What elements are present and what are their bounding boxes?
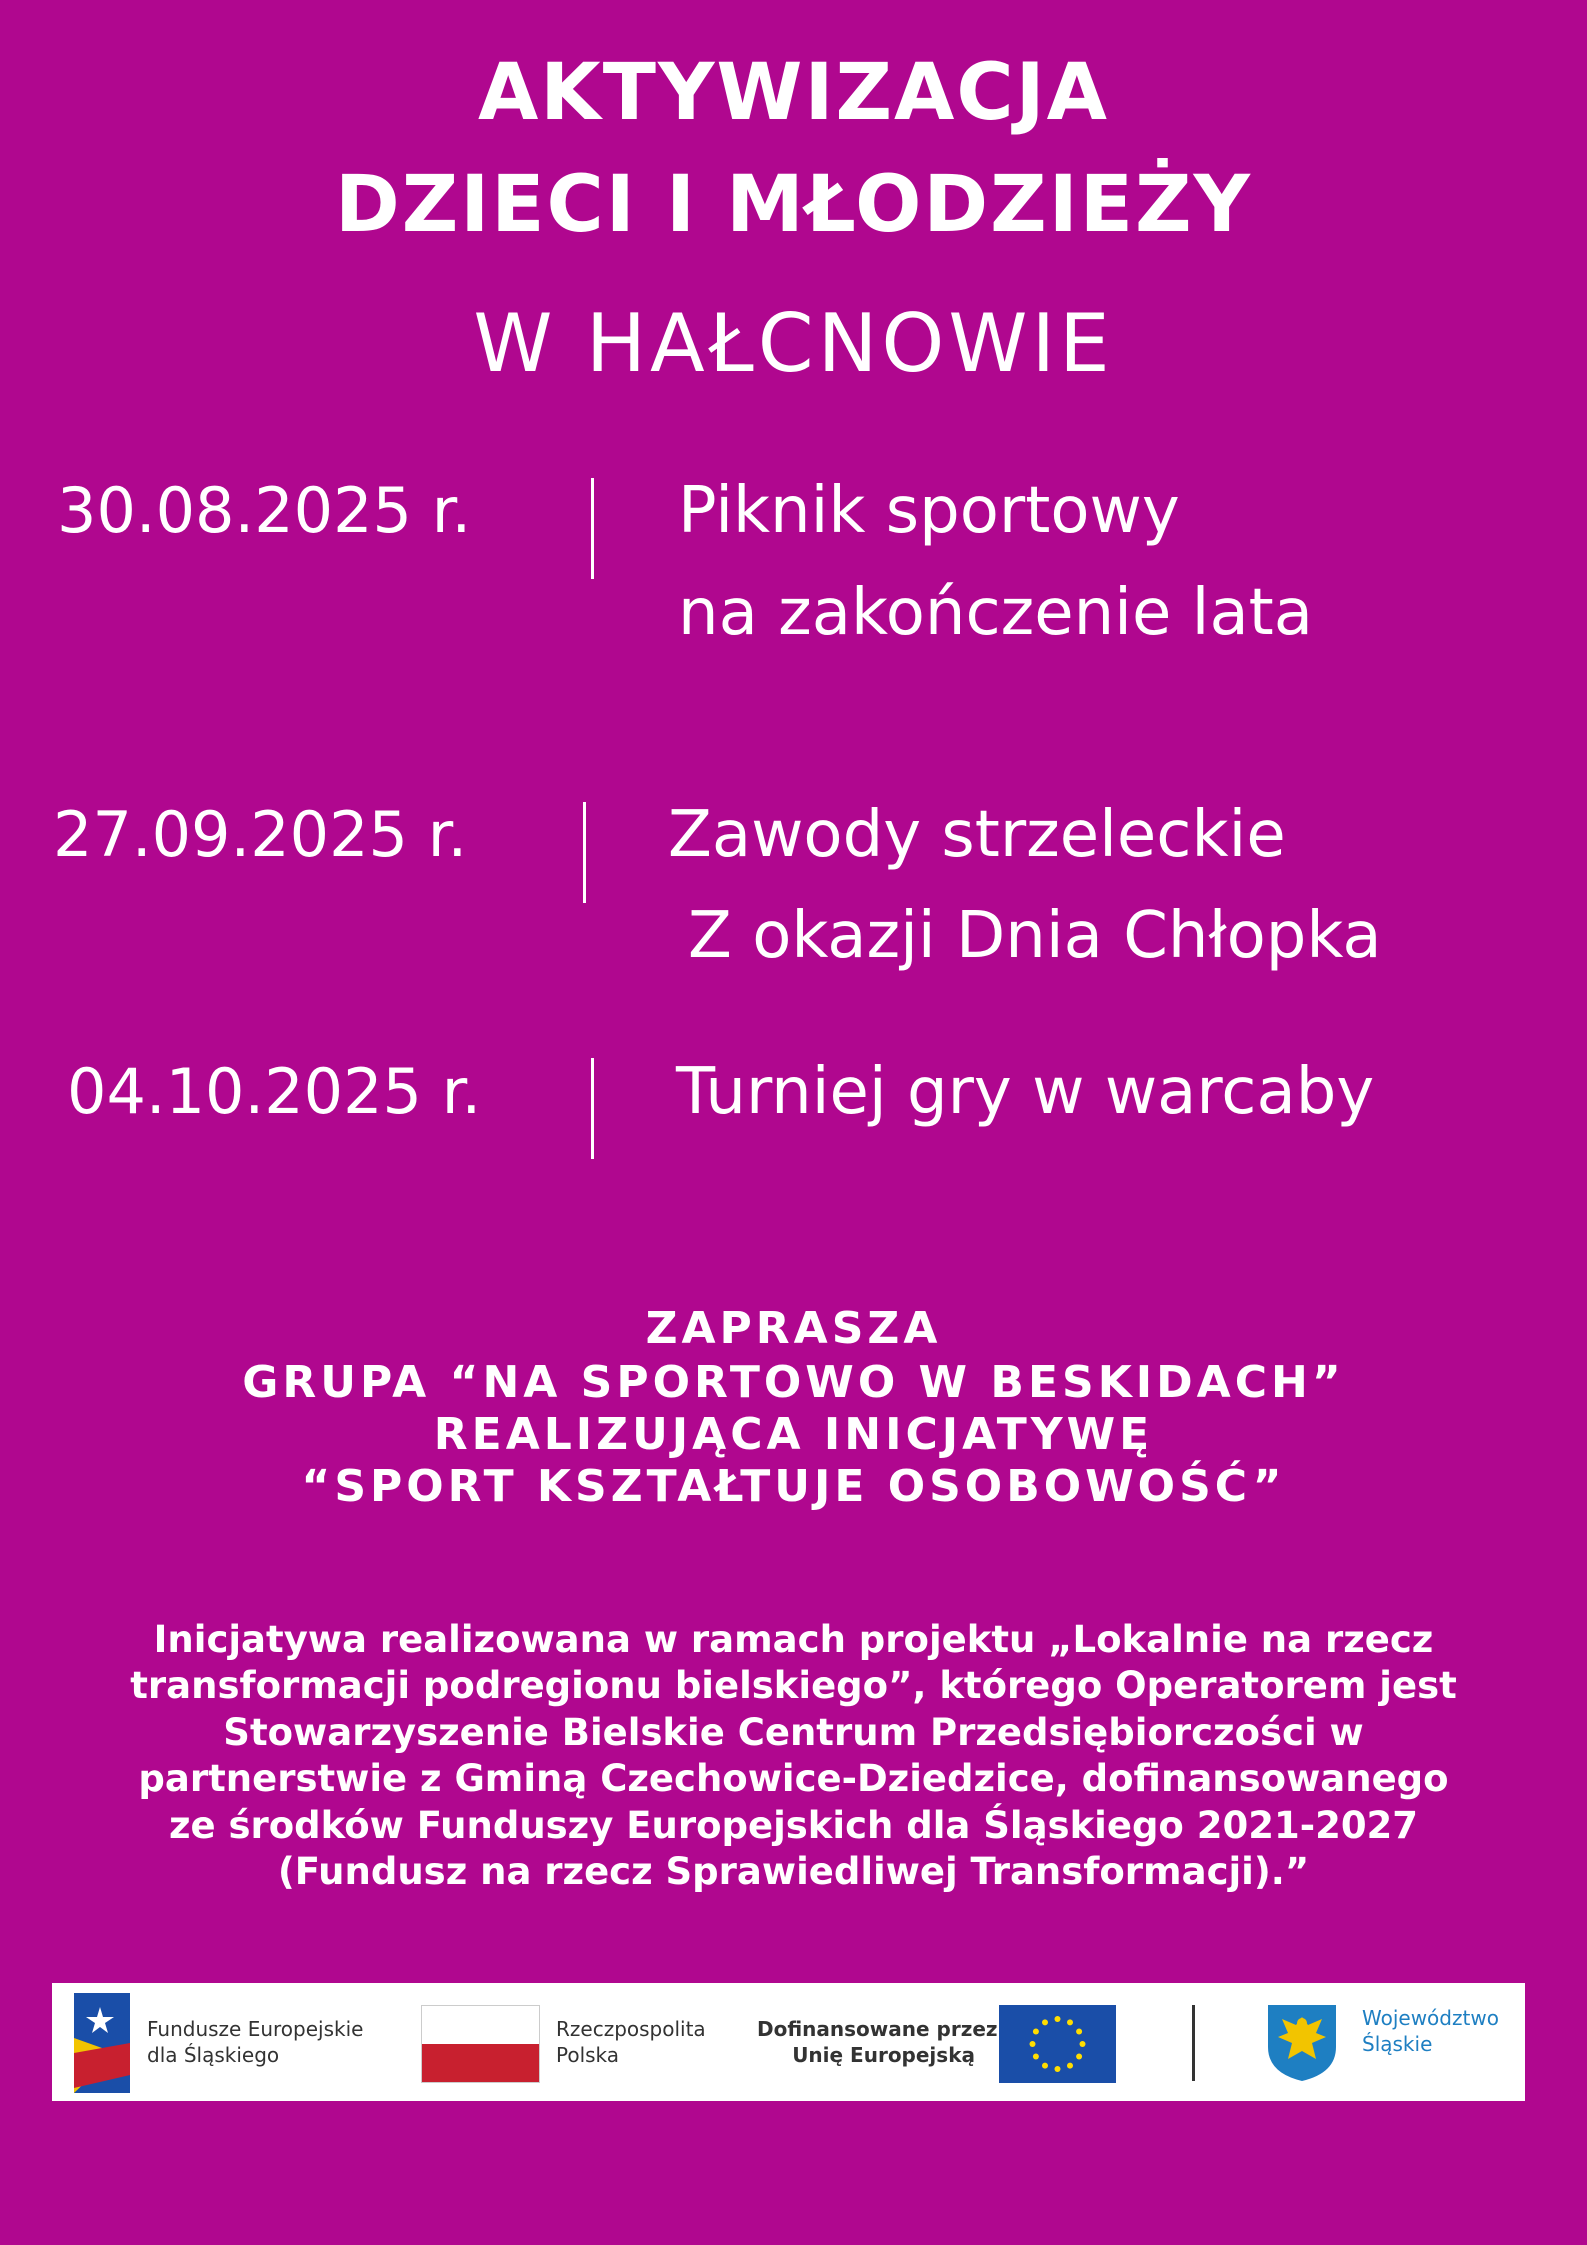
event-1-subtitle: na zakończenie lata bbox=[678, 576, 1313, 650]
event-1-separator bbox=[591, 478, 594, 579]
invite-line-4: “SPORT KSZTAŁTUJE OSOBOWOŚĆ” bbox=[301, 1461, 1286, 1512]
logo-divider bbox=[1192, 2005, 1195, 2081]
fundusze-europejskie-text-1: Fundusze Europejskie bbox=[147, 2017, 364, 2041]
event-2-subtitle: Z okazji Dnia Chłopka bbox=[688, 899, 1382, 973]
fundusze-europejskie-text-2: dla Śląskiego bbox=[147, 2043, 280, 2067]
invite-line-2: GRUPA “NA SPORTOWO W BESKIDACH” bbox=[242, 1357, 1345, 1408]
info-line-5: ze środków Funduszy Europejskich dla Śląskiego 2021-2027 bbox=[168, 1804, 1419, 1847]
fundusze-europejskie-logo-icon bbox=[74, 1993, 130, 2093]
event-2-title: Zawody strzeleckie bbox=[668, 798, 1286, 872]
event-3-date: 04.10.2025 r. bbox=[67, 1055, 482, 1128]
info-line-3: Stowarzyszenie Bielskie Centrum Przedsiębiorczości w bbox=[223, 1711, 1364, 1754]
title-line-1: AKTYWIZACJA bbox=[477, 48, 1110, 138]
info-line-4: partnerstwie z Gminą Czechowice-Dziedzice, dofinansowanego bbox=[138, 1757, 1449, 1800]
event-3-separator bbox=[591, 1058, 594, 1159]
event-1-title: Piknik sportowy bbox=[678, 474, 1180, 548]
title-line-3: W HAŁCNOWIE bbox=[473, 297, 1114, 390]
eu-funding-text-2: Unię Europejską bbox=[792, 2043, 975, 2067]
info-line-6: (Fundusz na rzecz Sprawiedliwej Transformacji).” bbox=[277, 1850, 1310, 1893]
title-line-2: DZIECI I MŁODZIEŻY bbox=[334, 160, 1253, 250]
wojewodztwo-text-2: Śląskie bbox=[1362, 2032, 1433, 2056]
eu-funding-text-1: Dofinansowane przez bbox=[757, 2017, 998, 2041]
info-line-1: Inicjatywa realizowana w ramach projektu „Lokalnie na rzecz bbox=[153, 1618, 1434, 1661]
rzeczpospolita-text-2: Polska bbox=[556, 2043, 620, 2067]
rzeczpospolita-text-1: Rzeczpospolita bbox=[556, 2017, 706, 2041]
event-3-title: Turniej gry w warcaby bbox=[676, 1055, 1375, 1129]
event-2-date: 27.09.2025 r. bbox=[53, 798, 468, 871]
polish-flag-icon bbox=[421, 2005, 540, 2083]
logo-strip bbox=[52, 1983, 1525, 2101]
event-1-date: 30.08.2025 r. bbox=[57, 474, 472, 547]
invite-line-3: REALIZUJĄCA INICJATYWĘ bbox=[433, 1409, 1154, 1460]
wojewodztwo-text-1: Województwo bbox=[1362, 2006, 1499, 2030]
event-2-separator bbox=[583, 802, 586, 903]
info-line-2: transformacji podregionu bielskiego”, którego Operatorem jest bbox=[130, 1664, 1457, 1707]
eu-flag-icon bbox=[999, 2005, 1116, 2083]
invite-line-1: ZAPRASZA bbox=[645, 1303, 942, 1354]
silesia-crest-icon bbox=[1266, 2003, 1338, 2083]
